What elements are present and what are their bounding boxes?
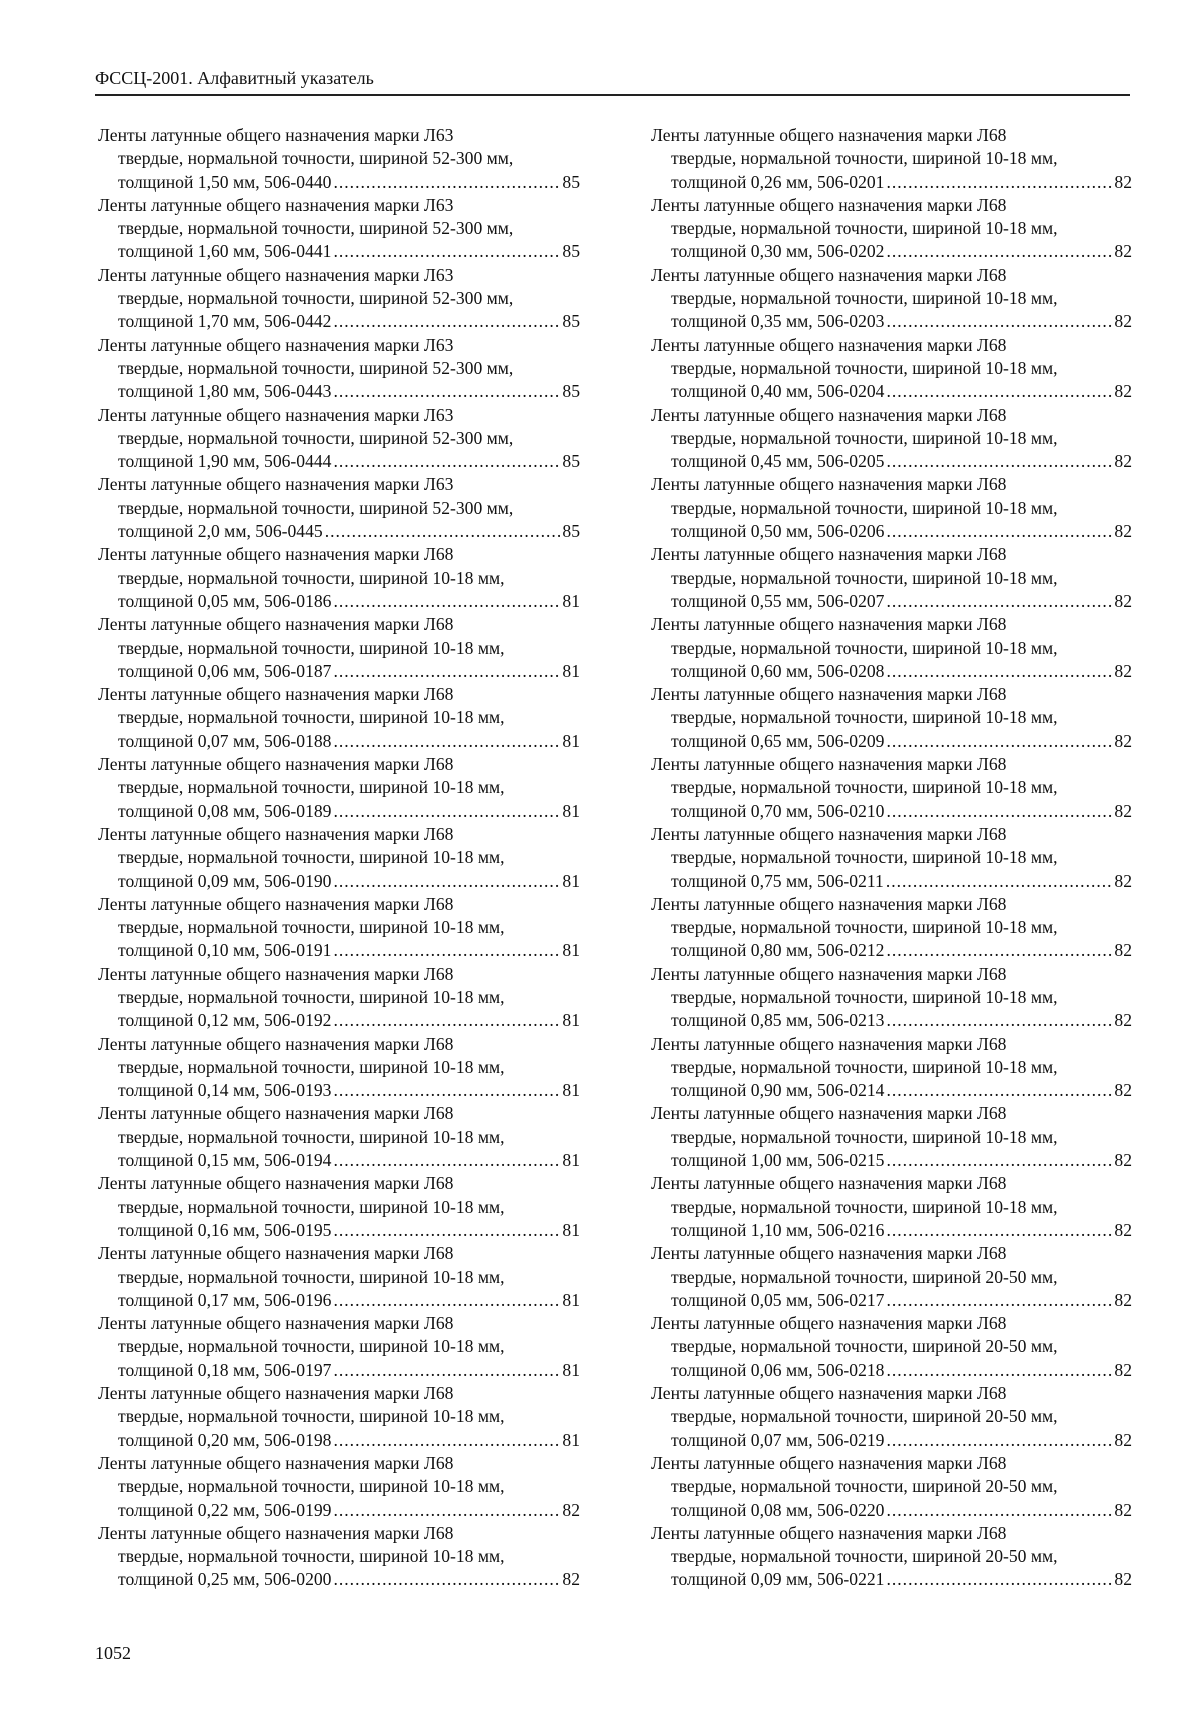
entry-title-line: Ленты латунные общего назначения марки Л68: [651, 1383, 1007, 1404]
entry-page-number: 82: [1114, 1289, 1132, 1310]
entry-code: толщиной 0,90 мм, 506-0214: [671, 1080, 885, 1101]
index-entry: [98, 1382, 580, 1452]
entry-code-line: [651, 590, 1132, 613]
entry-code: толщиной 0,80 мм, 506-0212: [671, 940, 885, 961]
index-entry: [651, 1102, 1132, 1172]
entry-title-line: Ленты латунные общего назначения марки Л68: [98, 1452, 454, 1473]
entry-code: толщиной 0,05 мм, 506-0217: [671, 1289, 885, 1310]
entry-code-line: [651, 1359, 1132, 1382]
dot-leader: [886, 590, 1112, 613]
entry-code-line: [98, 1429, 580, 1452]
entry-description-line: твердые, нормальной точности, шириной 52-300 мм,: [118, 427, 514, 448]
entry-description-line: твердые, нормальной точности, шириной 10-18 мм,: [671, 427, 1058, 448]
entry-title-line: Ленты латунные общего назначения марки Л68: [651, 823, 1007, 844]
entry-code: толщиной 0,70 мм, 506-0210: [671, 800, 885, 821]
entry-code: толщиной 1,00 мм, 506-0215: [671, 1150, 885, 1171]
index-entry: [651, 753, 1132, 823]
index-entry: [651, 264, 1132, 334]
index-entry: [98, 613, 580, 683]
index-entry: [98, 683, 580, 753]
entry-code-line: [98, 1009, 580, 1032]
dot-leader: [886, 1079, 1112, 1102]
entry-description-line: твердые, нормальной точности, шириной 20-50 мм,: [671, 1406, 1058, 1427]
entry-title-line: Ленты латунные общего назначения марки Л68: [98, 1383, 454, 1404]
dot-leader: [886, 380, 1112, 403]
dot-leader: [333, 870, 560, 893]
entry-code-line: [651, 800, 1132, 823]
entry-code-line: [651, 1289, 1132, 1312]
entry-code: толщиной 0,10 мм, 506-0191: [118, 940, 332, 961]
entry-code: толщиной 0,09 мм, 506-0190: [118, 870, 332, 891]
entry-page-number: 85: [562, 521, 580, 542]
index-entry: [98, 963, 580, 1033]
entry-code: толщиной 1,90 мм, 506-0444: [118, 451, 332, 472]
entry-page-number: 82: [562, 1569, 580, 1590]
entry-code-line: [98, 1499, 580, 1522]
entry-description-line: твердые, нормальной точности, шириной 10-18 мм,: [118, 986, 505, 1007]
dot-leader: [886, 800, 1112, 823]
entry-title-line: Ленты латунные общего назначения марки Л68: [98, 893, 454, 914]
entry-code-line: [98, 1219, 580, 1242]
entry-code-line: [651, 520, 1132, 543]
dot-leader: [333, 1079, 560, 1102]
entry-page-number: 81: [562, 1150, 580, 1171]
entry-description-line: твердые, нормальной точности, шириной 10-18 мм,: [118, 1266, 505, 1287]
entry-title-line: Ленты латунные общего назначения марки Л68: [651, 1173, 1007, 1194]
dot-leader: [325, 520, 561, 543]
entry-description-line: твердые, нормальной точности, шириной 10-18 мм,: [118, 1476, 505, 1497]
entry-title-line: Ленты латунные общего назначения марки Л63: [98, 404, 454, 425]
entry-title-line: Ленты латунные общего назначения марки Л68: [98, 614, 454, 635]
dot-leader: [333, 1289, 560, 1312]
entry-code-line: [651, 240, 1132, 263]
entry-title-line: Ленты латунные общего назначения марки Л63: [98, 264, 454, 285]
index-entry: [651, 404, 1132, 474]
dot-leader: [333, 1359, 560, 1382]
dot-leader: [333, 660, 560, 683]
index-entry: [98, 194, 580, 264]
entry-title-line: Ленты латунные общего назначения марки Л68: [98, 1033, 454, 1054]
entry-code: толщиной 1,60 мм, 506-0441: [118, 241, 332, 262]
entry-code-line: [651, 450, 1132, 473]
entry-code-line: [98, 800, 580, 823]
entry-code: толщиной 0,25 мм, 506-0200: [118, 1569, 332, 1590]
entry-page-number: 82: [1114, 1359, 1132, 1380]
entry-description-line: твердые, нормальной точности, шириной 10-18 мм,: [118, 1336, 505, 1357]
entry-description-line: твердые, нормальной точности, шириной 20-50 мм,: [671, 1266, 1058, 1287]
entry-page-number: 81: [562, 800, 580, 821]
index-entry: [651, 1382, 1132, 1452]
entry-description-line: твердые, нормальной точности, шириной 10-18 мм,: [118, 637, 505, 658]
entry-page-number: 82: [1114, 521, 1132, 542]
dot-leader: [333, 730, 560, 753]
index-entry: [651, 613, 1132, 683]
header-title: ФССЦ-2001. Алфавитный указатель: [95, 68, 374, 88]
entry-title-line: Ленты латунные общего назначения марки Л68: [651, 614, 1007, 635]
entry-title-line: Ленты латунные общего назначения марки Л68: [651, 1243, 1007, 1264]
entry-page-number: 81: [562, 1359, 580, 1380]
entry-description-line: твердые, нормальной точности, шириной 10-18 мм,: [118, 1126, 505, 1147]
entry-page-number: 82: [1114, 241, 1132, 262]
entry-title-line: Ленты латунные общего назначения марки Л68: [651, 1452, 1007, 1473]
dot-leader: [333, 1429, 560, 1452]
entry-title-line: Ленты латунные общего назначения марки Л63: [98, 334, 454, 355]
entry-description-line: твердые, нормальной точности, шириной 20-50 мм,: [671, 1476, 1058, 1497]
entry-page-number: 81: [562, 730, 580, 751]
entry-code-line: [651, 660, 1132, 683]
entry-code: толщиной 0,06 мм, 506-0218: [671, 1359, 885, 1380]
entry-title-line: Ленты латунные общего назначения марки Л68: [651, 893, 1007, 914]
entry-page-number: 82: [562, 1499, 580, 1520]
entry-code: толщиной 0,18 мм, 506-0197: [118, 1359, 332, 1380]
entry-code: толщиной 0,55 мм, 506-0207: [671, 590, 885, 611]
entry-code: толщиной 1,80 мм, 506-0443: [118, 381, 332, 402]
entry-description-line: твердые, нормальной точности, шириной 10-18 мм,: [671, 288, 1058, 309]
entry-code-line: [651, 870, 1132, 893]
dot-leader: [886, 660, 1112, 683]
entry-page-number: 82: [1114, 1150, 1132, 1171]
entry-description-line: твердые, нормальной точности, шириной 10-18 мм,: [671, 148, 1058, 169]
index-entry: [98, 334, 580, 404]
entry-page-number: 85: [562, 241, 580, 262]
entry-title-line: Ленты латунные общего назначения марки Л68: [651, 474, 1007, 495]
dot-leader: [333, 1009, 560, 1032]
index-entry: [98, 1102, 580, 1172]
index-entry: [651, 1312, 1132, 1382]
dot-leader: [333, 1499, 560, 1522]
entry-code-line: [651, 1009, 1132, 1032]
entry-description-line: твердые, нормальной точности, шириной 10-18 мм,: [671, 567, 1058, 588]
entry-code: толщиной 0,16 мм, 506-0195: [118, 1219, 332, 1240]
entry-description-line: твердые, нормальной точности, шириной 52-300 мм,: [118, 288, 514, 309]
dot-leader: [333, 450, 560, 473]
entry-code: толщиной 1,70 мм, 506-0442: [118, 311, 332, 332]
dot-leader: [333, 800, 560, 823]
entry-title-line: Ленты латунные общего назначения марки Л68: [651, 1522, 1007, 1543]
entry-page-number: 82: [1114, 660, 1132, 681]
entry-description-line: твердые, нормальной точности, шириной 52-300 мм,: [118, 357, 514, 378]
entry-page-number: 82: [1114, 1569, 1132, 1590]
entry-page-number: 81: [562, 660, 580, 681]
dot-leader: [886, 1429, 1112, 1452]
entry-description-line: твердые, нормальной точности, шириной 52-300 мм,: [118, 148, 514, 169]
dot-leader: [886, 1009, 1112, 1032]
entry-title-line: Ленты латунные общего назначения марки Л68: [98, 1522, 454, 1543]
entry-description-line: твердые, нормальной точности, шириной 10-18 мм,: [671, 847, 1058, 868]
entry-code: толщиной 0,45 мм, 506-0205: [671, 451, 885, 472]
entry-description-line: твердые, нормальной точности, шириной 10-18 мм,: [118, 567, 505, 588]
entry-description-line: твердые, нормальной точности, шириной 10-18 мм,: [671, 1056, 1058, 1077]
index-entry: [98, 543, 580, 613]
entry-code: толщиной 0,22 мм, 506-0199: [118, 1499, 332, 1520]
entry-title-line: Ленты латунные общего назначения марки Л68: [651, 963, 1007, 984]
entry-description-line: твердые, нормальной точности, шириной 10-18 мм,: [671, 707, 1058, 728]
index-entry: [651, 893, 1132, 963]
entry-code: толщиной 0,07 мм, 506-0219: [671, 1429, 885, 1450]
index-entry: [651, 1033, 1132, 1103]
entry-title-line: Ленты латунные общего назначения марки Л68: [98, 1243, 454, 1264]
index-entry: [651, 1242, 1132, 1312]
index-entry: [98, 753, 580, 823]
entry-code: толщиной 0,60 мм, 506-0208: [671, 660, 885, 681]
dot-leader: [886, 939, 1112, 962]
entry-page-number: 82: [1114, 800, 1132, 821]
entry-code-line: [98, 171, 580, 194]
dot-leader: [886, 450, 1112, 473]
entry-page-number: 81: [562, 1080, 580, 1101]
entry-page-number: 81: [562, 1429, 580, 1450]
dot-leader: [886, 1289, 1112, 1312]
entry-page-number: 82: [1114, 1429, 1132, 1450]
dot-leader: [333, 171, 560, 194]
entry-title-line: Ленты латунные общего назначения марки Л63: [98, 474, 454, 495]
entry-title-line: Ленты латунные общего назначения марки Л68: [651, 125, 1007, 145]
dot-leader: [886, 171, 1112, 194]
entry-page-number: 82: [1114, 311, 1132, 332]
entry-code-line: [98, 660, 580, 683]
index-entry: [651, 473, 1132, 543]
entry-page-number: 85: [562, 451, 580, 472]
index-entry: [651, 194, 1132, 264]
entry-description-line: твердые, нормальной точности, шириной 10-18 мм,: [118, 847, 505, 868]
entry-page-number: 81: [562, 870, 580, 891]
index-entry: [98, 1312, 580, 1382]
entry-title-line: Ленты латунные общего назначения марки Л68: [98, 544, 454, 565]
entry-code: толщиной 0,17 мм, 506-0196: [118, 1289, 332, 1310]
entry-description-line: твердые, нормальной точности, шириной 10-18 мм,: [671, 986, 1058, 1007]
index-entry: [651, 683, 1132, 753]
entry-page-number: 82: [1114, 451, 1132, 472]
entry-description-line: твердые, нормальной точности, шириной 10-18 мм,: [671, 357, 1058, 378]
entry-description-line: твердые, нормальной точности, шириной 10-18 мм,: [118, 707, 505, 728]
entry-description-line: твердые, нормальной точности, шириной 52-300 мм,: [118, 218, 514, 239]
entry-page-number: 82: [1114, 381, 1132, 402]
dot-leader: [333, 240, 560, 263]
entry-page-number: 85: [562, 311, 580, 332]
entry-code-line: [98, 1568, 580, 1591]
index-entry: [651, 1522, 1132, 1592]
entry-description-line: твердые, нормальной точности, шириной 10-18 мм,: [671, 637, 1058, 658]
index-entry: [98, 823, 580, 893]
entry-code: толщиной 0,35 мм, 506-0203: [671, 311, 885, 332]
dot-leader: [886, 730, 1112, 753]
entry-code: толщиной 0,07 мм, 506-0188: [118, 730, 332, 751]
entry-description-line: твердые, нормальной точности, шириной 10-18 мм,: [118, 1546, 505, 1567]
index-entry: [98, 1522, 580, 1592]
entry-page-number: 81: [562, 940, 580, 961]
entry-title-line: Ленты латунные общего назначения марки Л68: [98, 754, 454, 775]
entry-page-number: 82: [1114, 1010, 1132, 1031]
entry-page-number: 82: [1114, 870, 1132, 891]
entry-code-line: [98, 310, 580, 333]
entry-page-number: 82: [1114, 171, 1132, 192]
entry-title-line: Ленты латунные общего назначения марки Л68: [651, 334, 1007, 355]
entry-code-line: [98, 939, 580, 962]
index-entry: [98, 124, 580, 194]
entry-title-line: Ленты латунные общего назначения марки Л68: [651, 544, 1007, 565]
index-entry: [98, 1033, 580, 1103]
entry-title-line: Ленты латунные общего назначения марки Л68: [651, 194, 1007, 215]
index-entry: [98, 1452, 580, 1522]
entry-title-line: Ленты латунные общего назначения марки Л68: [651, 404, 1007, 425]
entry-title-line: Ленты латунные общего назначения марки Л68: [98, 823, 454, 844]
entry-code: толщиной 2,0 мм, 506-0445: [118, 521, 323, 542]
entry-code-line: [651, 380, 1132, 403]
index-entry: [98, 264, 580, 334]
entry-page-number: 81: [562, 590, 580, 611]
entry-title-line: Ленты латунные общего назначения марки Л68: [651, 264, 1007, 285]
entry-code-line: [651, 1499, 1132, 1522]
entry-title-line: Ленты латунные общего назначения марки Л68: [98, 963, 454, 984]
entry-code: толщиной 0,08 мм, 506-0220: [671, 1499, 885, 1520]
entry-code-line: [651, 1079, 1132, 1102]
index-entry: [98, 1172, 580, 1242]
entry-title-line: Ленты латунные общего назначения марки Л68: [651, 1103, 1007, 1124]
entry-code: толщиной 0,05 мм, 506-0186: [118, 590, 332, 611]
entry-code-line: [98, 240, 580, 263]
entry-code-line: [651, 1568, 1132, 1591]
entry-code-line: [98, 380, 580, 403]
index-entry: [98, 893, 580, 963]
index-entry: [651, 1172, 1132, 1242]
dot-leader: [886, 310, 1112, 333]
index-entry: [98, 404, 580, 474]
entry-title-line: Ленты латунные общего назначения марки Л68: [651, 1313, 1007, 1334]
entry-description-line: твердые, нормальной точности, шириной 52-300 мм,: [118, 497, 514, 518]
entry-page-number: 82: [1114, 1219, 1132, 1240]
entry-code: толщиной 0,26 мм, 506-0201: [671, 171, 885, 192]
entry-description-line: твердые, нормальной точности, шириной 10-18 мм,: [671, 777, 1058, 798]
entry-code-line: [651, 310, 1132, 333]
dot-leader: [886, 1359, 1112, 1382]
index-entry: [651, 823, 1132, 893]
entry-code: толщиной 1,50 мм, 506-0440: [118, 171, 332, 192]
entry-description-line: твердые, нормальной точности, шириной 10-18 мм,: [671, 1196, 1058, 1217]
entry-code-line: [98, 1289, 580, 1312]
entry-code-line: [98, 450, 580, 473]
entry-description-line: твердые, нормальной точности, шириной 10-18 мм,: [118, 917, 505, 938]
entry-page-number: 82: [1114, 1080, 1132, 1101]
entry-page-number: 81: [562, 1010, 580, 1031]
entry-code-line: [98, 730, 580, 753]
index-column-left: [98, 124, 580, 1592]
entry-code: толщиной 0,15 мм, 506-0194: [118, 1150, 332, 1171]
entry-code: толщиной 0,12 мм, 506-0192: [118, 1010, 332, 1031]
dot-leader: [886, 1499, 1112, 1522]
entry-page-number: 85: [562, 381, 580, 402]
entry-page-number: 81: [562, 1219, 580, 1240]
entry-code: толщиной 1,10 мм, 506-0216: [671, 1219, 885, 1240]
dot-leader: [333, 310, 560, 333]
entry-page-number: 82: [1114, 730, 1132, 751]
entry-code-line: [651, 1149, 1132, 1172]
dot-leader: [333, 590, 560, 613]
entry-code: толщиной 0,14 мм, 506-0193: [118, 1080, 332, 1101]
index-entry: [651, 334, 1132, 404]
entry-code-line: [98, 1079, 580, 1102]
entry-description-line: твердые, нормальной точности, шириной 10-18 мм,: [118, 1056, 505, 1077]
dot-leader: [333, 380, 560, 403]
entry-description-line: твердые, нормальной точности, шириной 10-18 мм,: [118, 1196, 505, 1217]
entry-page-number: 81: [562, 1289, 580, 1310]
entry-code: толщиной 0,30 мм, 506-0202: [671, 241, 885, 262]
entry-page-number: 82: [1114, 1499, 1132, 1520]
entry-title-line: Ленты латунные общего назначения марки Л68: [98, 684, 454, 705]
entry-title-line: Ленты латунные общего назначения марки Л63: [98, 194, 454, 215]
entry-description-line: твердые, нормальной точности, шириной 10-18 мм,: [671, 218, 1058, 239]
dot-leader: [886, 1568, 1112, 1591]
entry-code-line: [651, 939, 1132, 962]
entry-code: толщиной 0,75 мм, 506-0211: [671, 870, 884, 891]
dot-leader: [886, 1149, 1112, 1172]
entry-title-line: Ленты латунные общего назначения марки Л63: [98, 125, 454, 145]
index-entry: [98, 1242, 580, 1312]
entry-code: толщиной 0,06 мм, 506-0187: [118, 660, 332, 681]
entry-description-line: твердые, нормальной точности, шириной 10-18 мм,: [118, 1406, 505, 1427]
entry-description-line: твердые, нормальной точности, шириной 10-18 мм,: [671, 917, 1058, 938]
entry-code: толщиной 0,65 мм, 506-0209: [671, 730, 885, 751]
dot-leader: [333, 1219, 560, 1242]
entry-code-line: [651, 171, 1132, 194]
index-entry: [651, 124, 1132, 194]
entry-code-line: [98, 870, 580, 893]
dot-leader: [886, 1219, 1112, 1242]
entry-code: толщиной 0,09 мм, 506-0221: [671, 1569, 885, 1590]
dot-leader: [333, 939, 560, 962]
index-entry: [98, 473, 580, 543]
index-entry: [651, 543, 1132, 613]
index-entry: [651, 963, 1132, 1033]
entry-title-line: Ленты латунные общего назначения марки Л68: [98, 1173, 454, 1194]
entry-description-line: твердые, нормальной точности, шириной 10-18 мм,: [671, 1126, 1058, 1147]
entry-page-number: 82: [1114, 940, 1132, 961]
entry-title-line: Ленты латунные общего назначения марки Л68: [651, 754, 1007, 775]
index-entry: [651, 1452, 1132, 1522]
dot-leader: [886, 520, 1112, 543]
entry-code-line: [98, 590, 580, 613]
dot-leader: [333, 1149, 560, 1172]
entry-description-line: твердые, нормальной точности, шириной 10-18 мм,: [118, 777, 505, 798]
dot-leader: [886, 240, 1112, 263]
entry-code-line: [98, 1149, 580, 1172]
entry-code: толщиной 0,20 мм, 506-0198: [118, 1429, 332, 1450]
entry-description-line: твердые, нормальной точности, шириной 20-50 мм,: [671, 1546, 1058, 1567]
entry-title-line: Ленты латунные общего назначения марки Л68: [651, 1033, 1007, 1054]
entry-code-line: [651, 1219, 1132, 1242]
entry-code-line: [651, 1429, 1132, 1452]
entry-page-number: 82: [1114, 590, 1132, 611]
entry-code-line: [98, 520, 580, 543]
entry-code-line: [98, 1359, 580, 1382]
entry-page-number: 85: [562, 171, 580, 192]
page-header: [95, 66, 1130, 96]
dot-leader: [886, 870, 1113, 893]
entry-code: толщиной 0,40 мм, 506-0204: [671, 381, 885, 402]
entry-description-line: твердые, нормальной точности, шириной 20-50 мм,: [671, 1336, 1058, 1357]
entry-code: толщиной 0,85 мм, 506-0213: [671, 1010, 885, 1031]
entry-title-line: Ленты латунные общего назначения марки Л68: [98, 1103, 454, 1124]
entry-title-line: Ленты латунные общего назначения марки Л68: [98, 1313, 454, 1334]
entry-code-line: [651, 730, 1132, 753]
entry-code: толщиной 0,08 мм, 506-0189: [118, 800, 332, 821]
index-column-right: [651, 124, 1132, 1592]
dot-leader: [333, 1568, 560, 1591]
entry-title-line: Ленты латунные общего назначения марки Л68: [651, 684, 1007, 705]
entry-code: толщиной 0,50 мм, 506-0206: [671, 521, 885, 542]
entry-description-line: твердые, нормальной точности, шириной 10-18 мм,: [671, 497, 1058, 518]
page-number: 1052: [95, 1643, 131, 1663]
